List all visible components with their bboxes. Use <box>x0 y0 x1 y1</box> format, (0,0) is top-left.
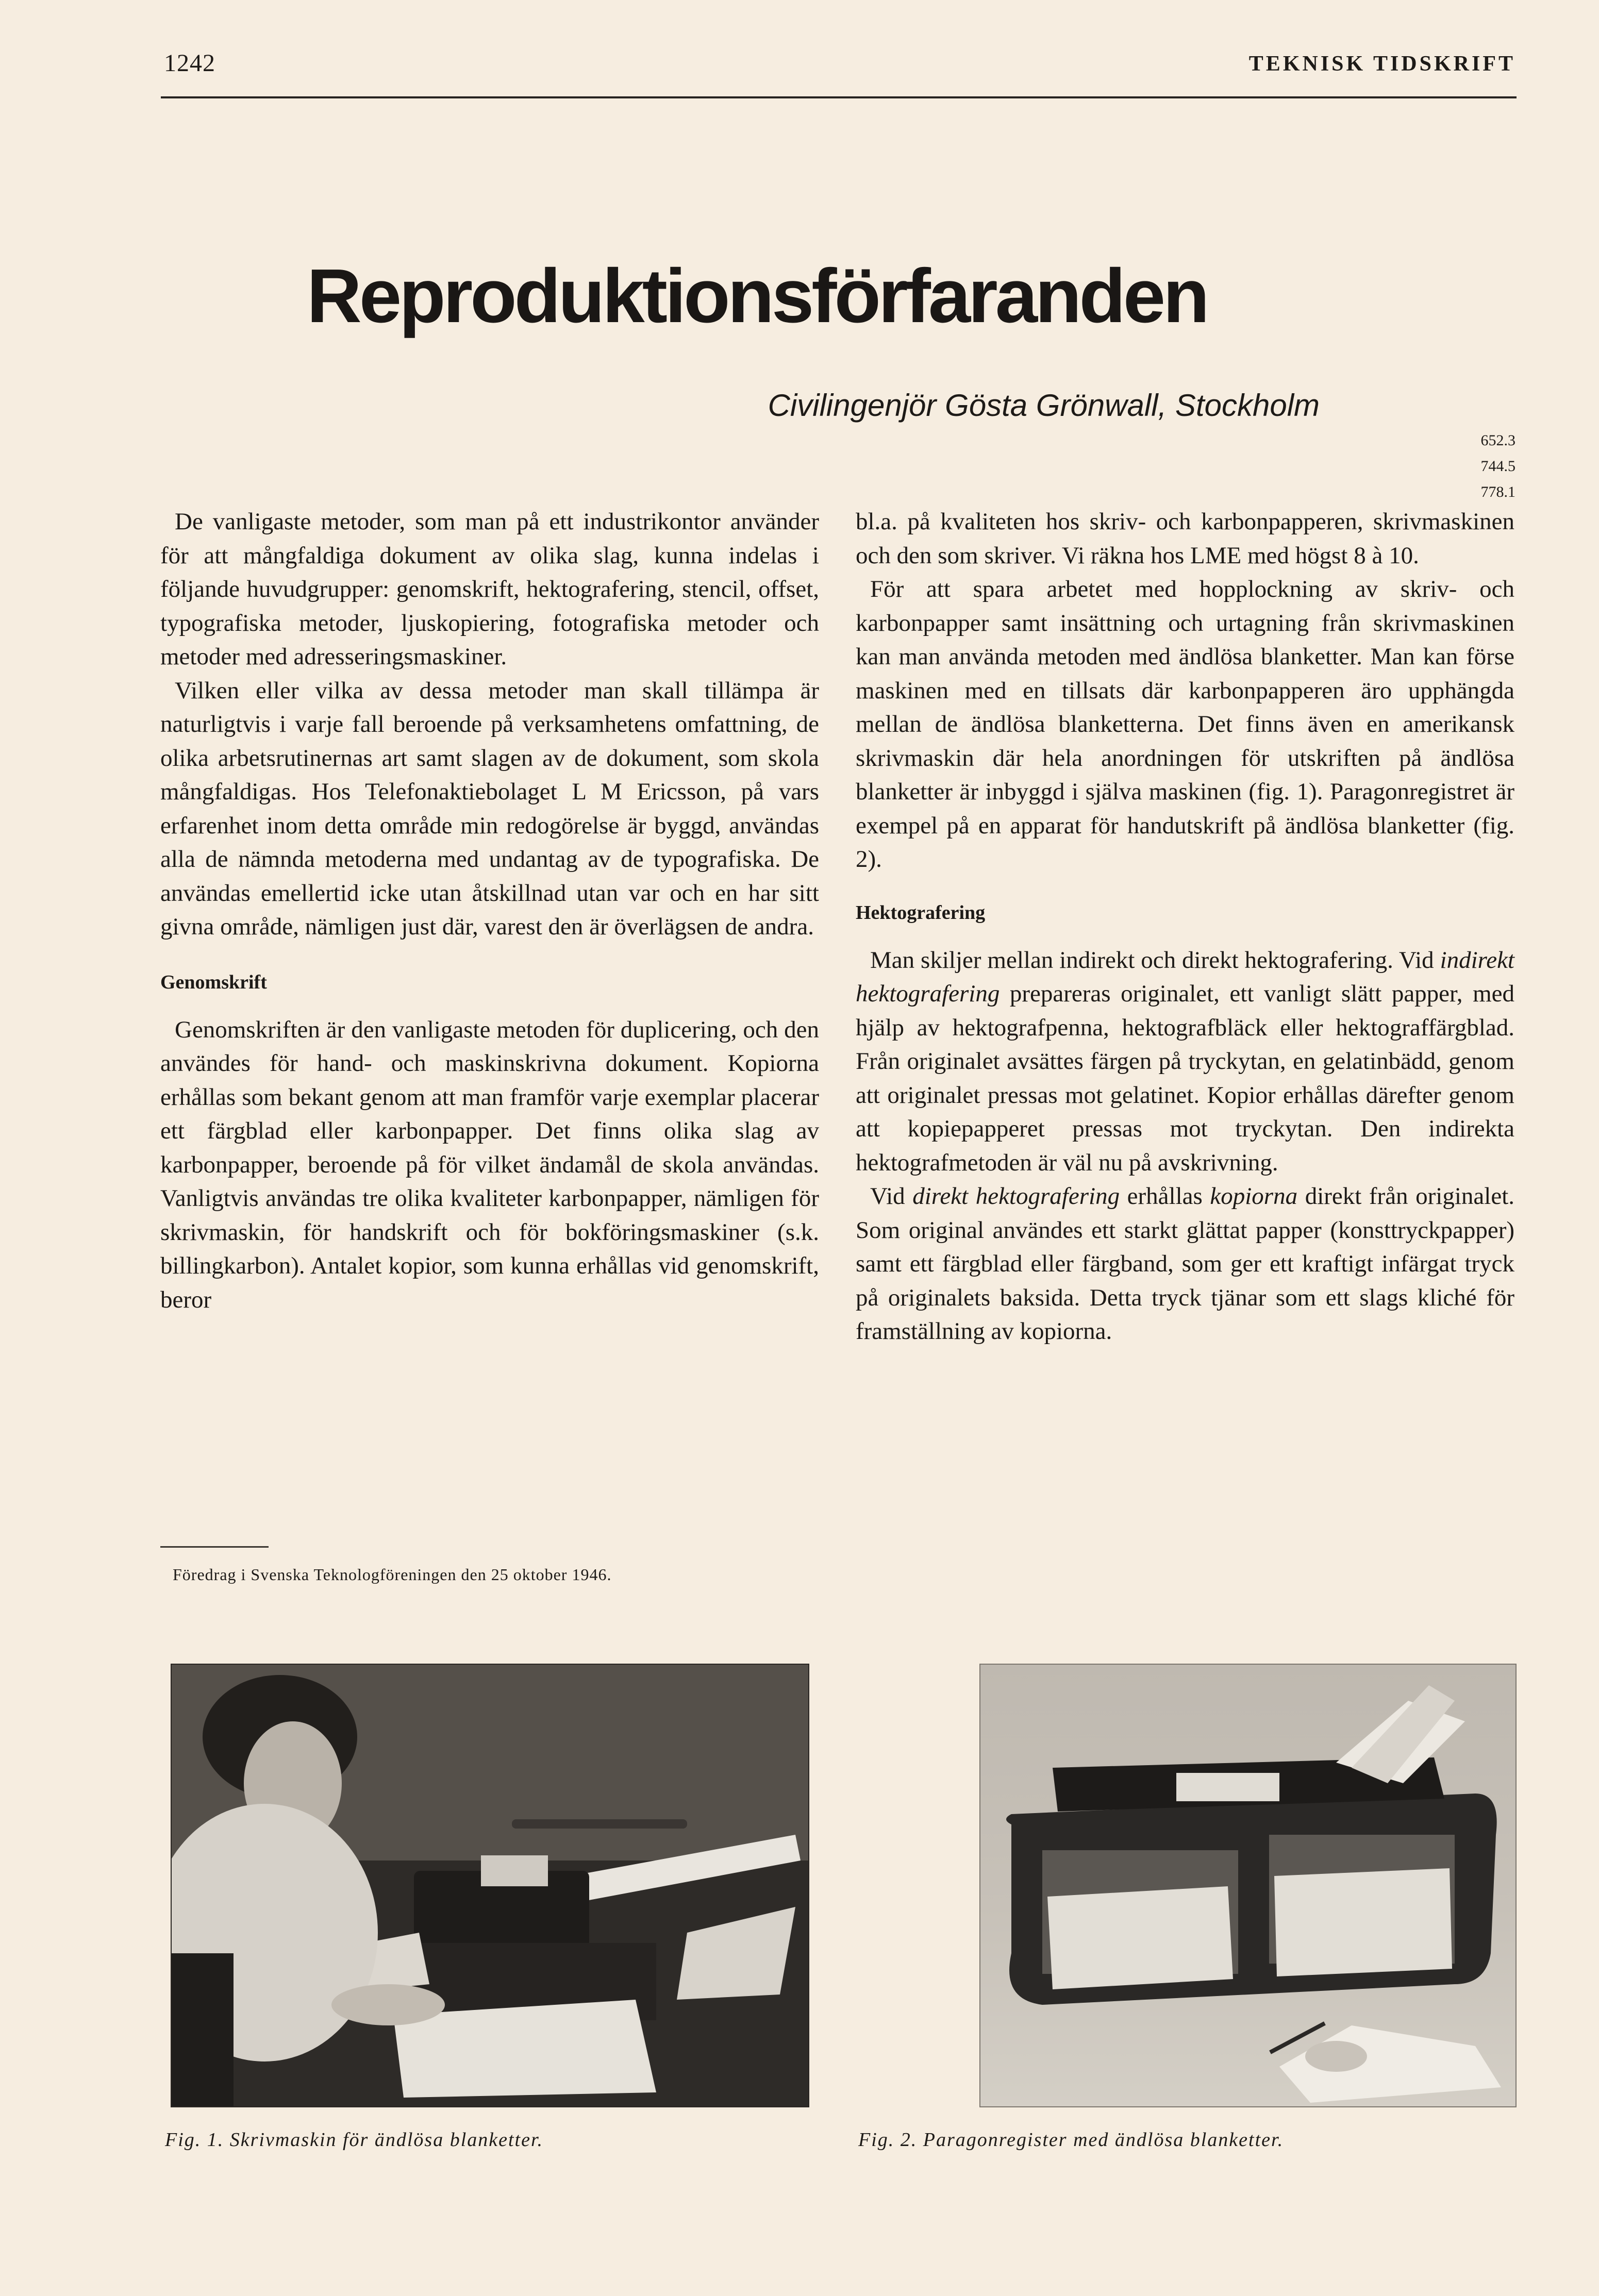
classification-code: 744.5 <box>1480 458 1515 475</box>
paragraph: De vanligaste metoder, som man på ett industrikontor använder för att mångfaldiga dokument av olika slag, kunna indelas i följande huvudgrupper: genomskrift, hektografering, stencil, offset, typografiska metoder, ljuskopiering, fotografiska metoder och metoder med adresseringsmaskiner. <box>160 508 819 670</box>
paragraph <box>856 944 1514 1180</box>
emphasis: kopiorna <box>1210 1183 1298 1210</box>
text-run: Vid <box>870 1183 913 1210</box>
article-title: Reproduktionsförfaranden <box>307 254 1207 339</box>
figure-2-photo <box>979 1664 1517 2107</box>
header-rule <box>161 96 1517 98</box>
figure-1-caption: Fig. 1. Skrivmaskin för ändlösa blanketter. <box>165 2129 544 2151</box>
article-author: Civilingenjör Gösta Grönwall, Stockholm <box>768 388 1320 423</box>
figure-1-photo <box>171 1664 809 2107</box>
section-heading-genomskrift: Genomskrift <box>160 971 267 993</box>
text-run: direkt från originalet. Som original användes ett starkt glättat papper (konsttryckpapper) samt ett färgblad eller färgband, som ger ett kraftigt infärgat tryck på originalets baksida. Detta tryck tjänar som ett slags kliché för framställning av kopiorna. <box>856 1183 1514 1345</box>
text-run: erhållas <box>1120 1183 1210 1210</box>
left-column <box>160 505 819 1317</box>
footnote: Föredrag i Svenska Teknologföreningen den 25 oktober 1946. <box>173 1565 612 1584</box>
text-run: Man skiljer mellan indirekt och direkt hektografering. Vid <box>870 946 1440 974</box>
footnote-rule <box>160 1546 269 1548</box>
paragon-register-illustration <box>980 1665 1515 2106</box>
paragraph: För att spara arbetet med hopplockning av skriv- och karbonpapper samt insättning och urtagning från skrivmaskinen kan man använda metoden med ändlösa blanketter. Man kan förse maskinen med en tillsats där karbonpapperen äro upphängda mellan de ändlösa blanketterna. Det finns även en amerikansk skrivmaskin där hela anordningen för utskriften på ändlösa blanketter är inbyggd i själva maskinen (fig. 1). Paragonregistret är exempel på en apparat för handutskrift på ändlösa blanketter (fig. 2). <box>856 576 1514 873</box>
paragraph: Vilken eller vilka av dessa metoder man skall tillämpa är naturligtvis i varje fall beroende på verksamhetens omfattning, de olika arbetsrutinernas art samt slagen av de dokument, som skola mångfaldigas. Hos Telefonaktiebolaget L M Ericsson, på vars erfarenhet inom detta område min redogörelse är byggd, användas alla de nämnda metoderna med undantag av de typografiska. De användas emellertid icke utan åtskillnad utan var och en har sitt givna område, nämligen just där, varest den är överlägsen de andra. <box>160 677 819 940</box>
figure-2-caption: Fig. 2. Paragonregister med ändlösa blanketter. <box>858 2129 1284 2151</box>
paragraph: Genomskriften är den vanligaste metoden för duplicering, och den användes för hand- och maskinskrivna dokument. Kopiorna erhållas som bekant genom att man framför varje exemplar placerar ett färgblad eller karbonpapper. Det finns olika slag av karbonpapper, beroende på för vilket ändamål de skola användas. Vanligtvis användas tre olika kvaliteter karbonpapper, nämligen för skrivmaskin, för handskrift och för bokföringsmaskiner (s.k. billingkarbon). Antalet kopior, som kunna erhållas vid genomskrift, beror <box>160 1016 819 1313</box>
page-number: 1242 <box>164 49 215 77</box>
emphasis: direkt hektografering <box>912 1183 1120 1210</box>
classification-codes <box>1443 428 1515 505</box>
journal-title: TEKNISK TIDSKRIFT <box>1248 52 1515 76</box>
section-heading-hektografering: Hektografering <box>856 901 986 924</box>
classification-code: 778.1 <box>1480 483 1515 500</box>
typewriter-illustration <box>172 1665 808 2106</box>
emphasis: indirekt hektografering <box>856 946 1514 1007</box>
text-run: prepareras originalet, ett vanligt slätt papper, med hjälp av hektografpenna, hektografbläck eller hektograffärgblad. Från originalet avsättes färgen på tryckytan, en gelatinbädd, genom att originalet pressas mot gelatinet. Kopior erhållas därefter genom att kopiepapperet pressas mot tryckytan. Den indirekta hektografmetoden är väl nu på avskrivning. <box>856 980 1514 1176</box>
paragraph <box>856 1180 1514 1349</box>
classification-code: 652.3 <box>1480 432 1515 449</box>
paragraph: bl.a. på kvaliteten hos skriv- och karbonpapperen, skrivmaskinen och den som skriver. Vi räkna hos LME med högst 8 à 10. <box>856 508 1514 569</box>
right-column <box>856 505 1514 1349</box>
